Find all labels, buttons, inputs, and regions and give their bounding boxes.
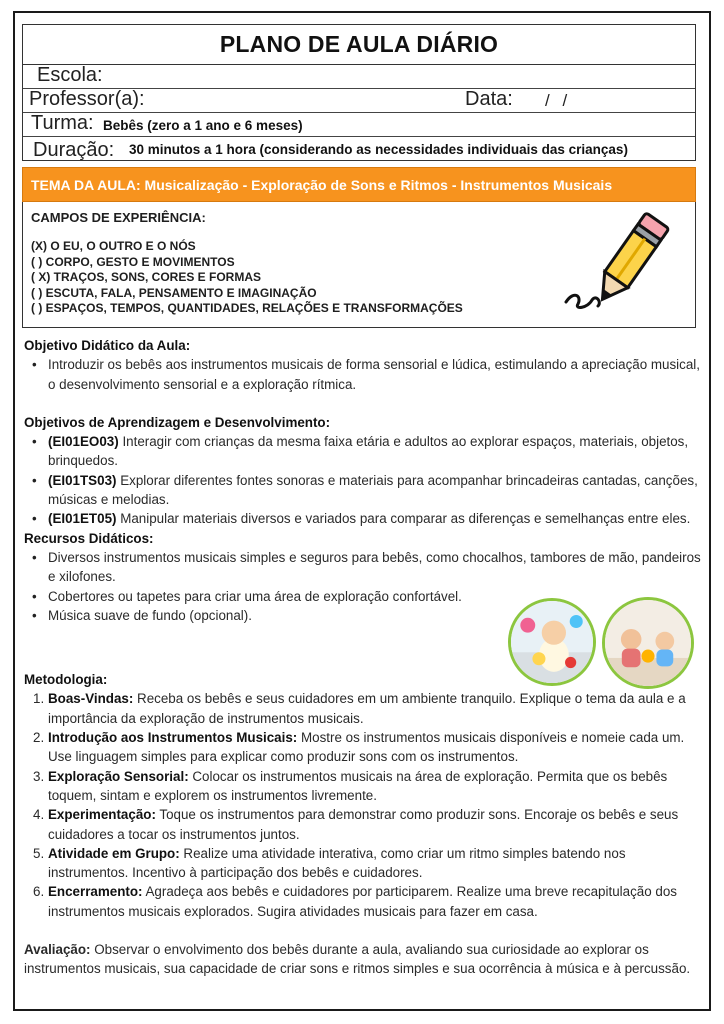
step-title: Atividade em Grupo:: [48, 845, 180, 861]
methodology-step: 1. Boas-Vindas: Receba os bebês e seus cuidadores em um ambiente tranquilo. Explique o tema da aula e a importância da exploração de instrumentos musicais.: [33, 691, 686, 726]
class-value: Bebês (zero a 1 ano e 6 meses): [103, 118, 303, 133]
step-title: Introdução aos Instrumentos Musicais:: [48, 730, 298, 746]
resources-heading: Recursos Didáticos:: [24, 530, 154, 546]
step-text: Agradeça aos bebês e cuidadores por participarem. Realize uma breve recapitulação dos instrumentos musicais explorados. Sugira atividades musicais para fazer em casa.: [48, 884, 677, 919]
date-value: / /: [545, 91, 568, 110]
lesson-theme-banner: TEMA DA AULA: Musicalização - Exploração de Sons e Ritmos - Instrumentos Musicais: [22, 167, 696, 202]
objective-text: Explorar diferentes fontes sonoras e materiais para acompanhar brincadeiras cantadas, canções, músicas e melodias.: [48, 472, 698, 508]
learning-objective-item: [24, 471, 709, 510]
school-row: [23, 65, 695, 89]
step-title: Boas-Vindas:: [48, 691, 134, 707]
experience-fields-heading: CAMPOS DE EXPERIÊNCIA:: [31, 210, 206, 225]
teacher-row: [23, 89, 695, 113]
learning-objectives-heading: Objetivos de Aprendizagem e Desenvolvimento:: [24, 414, 331, 430]
step-title: Experimentação:: [48, 807, 156, 823]
methodology-step: 5. Atividade em Grupo: Realize uma atividade interativa, como criar um ritmo simples batendo nos instrumentos. Incentivo à participação dos bebês e cuidadores.: [33, 845, 626, 881]
duration-row: [23, 137, 695, 160]
teacher-label: Professor(a):: [29, 88, 145, 110]
learning-objective-item: [24, 432, 709, 471]
step-title: Exploração Sensorial:: [48, 768, 189, 784]
evaluation-text: Observar o envolvimento dos bebês durante a aula, avaliando sua curiosidade ao explorar os instrumentos musicais, sua capacidade de criar sons e ritmos simples e sua ocorrência à música e à percussão.: [24, 942, 691, 977]
duration-value: 30 minutos a 1 hora (considerando as necessidades individuais das crianças): [129, 142, 628, 157]
objective-text: Manipular materiais diversos e variados para comparar as diferenças e semelhanças entre eles.: [116, 511, 691, 527]
pencil-icon: [558, 210, 678, 314]
methodology-step: 6. Encerramento: Agradeça aos bebês e cuidadores por participarem. Realize uma breve recapitulação dos instrumentos musicais explorados. Sugira atividades musicais para fazer em casa.: [33, 884, 677, 919]
evaluation-label: Avaliação:: [24, 942, 91, 958]
duration-label: Duração:: [33, 139, 115, 161]
children-playing-photo: [602, 597, 694, 689]
experience-field-item: ( X) TRAÇOS, SONS, CORES E FORMAS: [31, 270, 262, 284]
didactic-objective-text: • Introduzir os bebês aos instrumentos musicais de forma sensorial e lúdica, estimulando a apreciação musical, o desenvolvimento sensorial e a exploração rítmica.: [24, 355, 709, 394]
date-label: Data:: [465, 88, 513, 110]
resource-item: • Cobertores ou tapetes para criar uma área de exploração confortável.: [24, 587, 709, 606]
methodology-step: 3. Exploração Sensorial: Colocar os instrumentos musicais na área de exploração. Permita que os bebês toquem, sintam e explorem os instrumentos livremente.: [33, 768, 668, 803]
experience-field-item: (X) O EU, O OUTRO E O NÓS: [31, 239, 196, 253]
resource-item: • Música suave de fundo (opcional).: [24, 606, 709, 625]
objective-code: (EI01ET05): [48, 511, 117, 527]
experience-field-item: ( ) ESCUTA, FALA, PENSAMENTO E IMAGINAÇÃO: [31, 285, 317, 300]
lesson-header: [22, 24, 696, 161]
step-text: Mostre os instrumentos musicais disponíveis e nomeie cada um. Use linguagem simples para explicar como produzir sons com os instrumentos.: [48, 730, 685, 765]
school-label: Escola:: [37, 64, 103, 86]
class-label: Turma:: [31, 112, 94, 134]
step-title: Encerramento:: [48, 884, 143, 900]
didactic-objective-heading: Objetivo Didático da Aula:: [24, 338, 191, 353]
baby-with-instruments-photo: [508, 598, 596, 686]
objective-text: Interagir com crianças da mesma faixa etária e adultos ao explorar espaços, materiais, objetos, brinquedos.: [48, 434, 689, 469]
step-text: Colocar os instrumentos musicais na área de exploração. Permita que os bebês toquem, sintam e explorem os instrumentos livremente.: [48, 768, 668, 803]
step-text: Toque os instrumentos para demonstrar como produzir sons. Encoraje os bebês e seus cuidadores a tocar os instrumentos juntos.: [48, 807, 679, 842]
experience-field-item: ( ) CORPO, GESTO E MOVIMENTOS: [31, 254, 235, 269]
page-title: PLANO DE AULA DIÁRIO: [23, 25, 695, 65]
methodology-step: 4. Experimentação: Toque os instrumentos para demonstrar como produzir sons. Encoraje os bebês e seus cuidadores a tocar os instrumentos juntos.: [33, 807, 679, 842]
resource-item: • Diversos instrumentos musicais simples e seguros para bebês, como chocalhos, tambores de mão, pandeiros e xilofones.: [24, 548, 709, 587]
objective-code: (EI01TS03): [48, 472, 117, 488]
methodology-heading: Metodologia:: [24, 672, 108, 688]
class-row: [23, 113, 695, 137]
evaluation-paragraph: [24, 940, 709, 979]
objective-code: (EI01EO03): [48, 434, 119, 450]
experience-field-item: ( ) ESPAÇOS, TEMPOS, QUANTIDADES, RELAÇÕES E TRANSFORMAÇÕES: [31, 301, 463, 315]
methodology-step: 2. Introdução aos Instrumentos Musicais: Mostre os instrumentos musicais disponíveis e nomeie cada um. Use linguagem simples para explicar como produzir sons com os instrumentos.: [33, 730, 685, 765]
step-text: Realize uma atividade interativa, como criar um ritmo simples batendo nos instrumentos. Incentivo à participação dos bebês e cuidadores.: [48, 845, 626, 881]
step-text: Receba os bebês e seus cuidadores em um ambiente tranquilo. Explique o tema da aula e a importância da exploração de instrumentos musicais.: [48, 691, 686, 726]
learning-objective-item: [24, 509, 709, 528]
